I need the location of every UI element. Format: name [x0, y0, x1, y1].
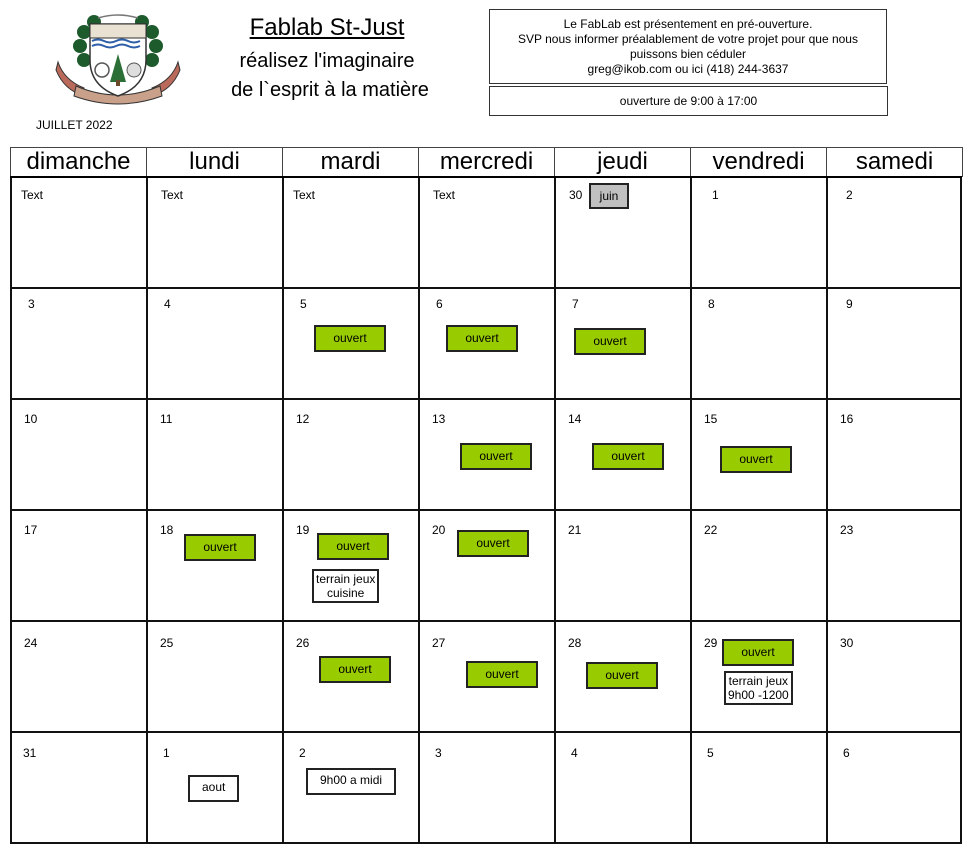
- event-note: aout: [188, 775, 239, 802]
- day-number: 11: [160, 412, 173, 426]
- day-number: 30: [569, 188, 583, 202]
- hours-box: [489, 86, 888, 116]
- day-number: 13: [432, 412, 446, 426]
- day-number: 1: [163, 746, 170, 760]
- day-number: 25: [160, 636, 174, 650]
- day-number: 20: [432, 523, 446, 537]
- tagline-line-2: de l`esprit à la matière: [231, 79, 429, 101]
- weekday-header: lundi: [146, 147, 282, 177]
- notice-line: puissons bien céduler: [629, 47, 747, 61]
- month-label: JUILLET 2022: [36, 118, 113, 132]
- open-day-badge: ouvert: [317, 533, 389, 560]
- day-number: 6: [843, 746, 850, 760]
- day-number: 24: [24, 636, 38, 650]
- open-day-badge: ouvert: [722, 639, 794, 666]
- day-number: Text: [293, 188, 316, 202]
- day-number: Text: [161, 188, 184, 202]
- day-number: 26: [296, 636, 310, 650]
- day-number: 14: [568, 412, 582, 426]
- open-day-badge: ouvert: [574, 328, 646, 355]
- day-number: 17: [24, 523, 38, 537]
- event-note: 9h00 a midi: [306, 768, 396, 795]
- weekday-header: samedi: [826, 147, 963, 177]
- event-note: terrain jeux 9h00 -1200: [724, 671, 793, 705]
- day-number: 1: [712, 188, 719, 202]
- weekday-header: dimanche: [10, 147, 146, 177]
- day-number: 23: [840, 523, 854, 537]
- open-day-badge: ouvert: [184, 534, 256, 561]
- day-number: 12: [296, 412, 310, 426]
- notice-box: [489, 9, 887, 84]
- day-number: Text: [21, 188, 44, 202]
- day-number: 6: [436, 297, 443, 311]
- day-number: 16: [840, 412, 854, 426]
- day-number: 18: [160, 523, 174, 537]
- weekday-header: mardi: [282, 147, 418, 177]
- page-title: Fablab St-Just: [249, 14, 405, 41]
- notice-contact: greg@ikob.com ou ici (418) 244-3637: [587, 62, 789, 76]
- day-number: 3: [28, 297, 35, 311]
- day-number: 8: [708, 297, 715, 311]
- month-marker-badge: juin: [589, 183, 629, 209]
- calendar-day-cell[interactable]: [690, 178, 826, 289]
- notice-line: Le FabLab est présentement en pré-ouverture.: [563, 17, 813, 31]
- day-number: 9: [846, 297, 853, 311]
- open-day-badge: ouvert: [592, 443, 664, 470]
- weekday-header: mercredi: [418, 147, 554, 177]
- weekday-header: vendredi: [690, 147, 826, 177]
- event-note: terrain jeux cuisine: [312, 569, 379, 603]
- day-number: 31: [23, 746, 37, 760]
- day-number: 21: [568, 523, 582, 537]
- day-number: 2: [846, 188, 853, 202]
- notice-line: SVP nous informer préalablement de votre projet pour que nous: [518, 32, 858, 46]
- weekday-header: jeudi: [554, 147, 690, 177]
- day-number: 27: [432, 636, 446, 650]
- day-number: 29: [704, 636, 718, 650]
- day-number: 2: [299, 746, 306, 760]
- open-day-badge: ouvert: [457, 530, 529, 557]
- day-number: 4: [164, 297, 171, 311]
- day-number: 7: [572, 297, 579, 311]
- open-day-badge: ouvert: [314, 325, 386, 352]
- municipal-coat-of-arms-icon: [54, 10, 182, 106]
- open-day-badge: ouvert: [466, 661, 538, 688]
- open-day-badge: ouvert: [586, 662, 658, 689]
- day-number: 4: [571, 746, 578, 760]
- day-number: 28: [568, 636, 582, 650]
- tagline-line-1: réalisez l'imaginaire: [239, 50, 415, 72]
- day-number: 30: [840, 636, 854, 650]
- open-day-badge: ouvert: [446, 325, 518, 352]
- day-number: 15: [704, 412, 718, 426]
- day-number: 3: [435, 746, 442, 760]
- day-number: 10: [24, 412, 38, 426]
- day-number: 22: [704, 523, 718, 537]
- day-number: 19: [296, 523, 310, 537]
- open-day-badge: ouvert: [319, 656, 391, 683]
- opening-hours: ouverture de 9:00 à 17:00: [619, 94, 758, 108]
- day-number: 5: [707, 746, 714, 760]
- open-day-badge: ouvert: [460, 443, 532, 470]
- day-number: 5: [300, 297, 307, 311]
- day-number: Text: [433, 188, 456, 202]
- open-day-badge: ouvert: [720, 446, 792, 473]
